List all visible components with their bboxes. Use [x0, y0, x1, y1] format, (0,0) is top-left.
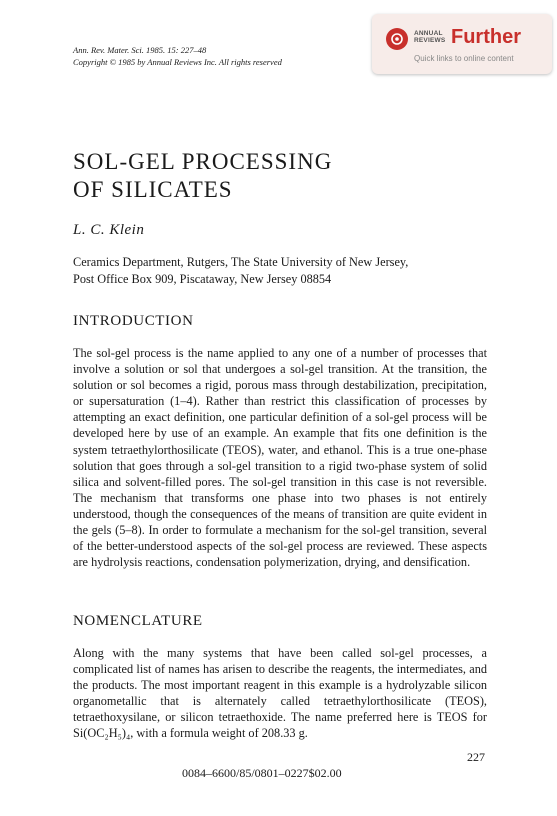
citation-line-2: Copyright © 1985 by Annual Reviews Inc. All rights reserved: [73, 56, 282, 67]
nomenclature-paragraph: Along with the many systems that have been called sol-gel processes, a complicated list of names has arisen to describe the reagents, the intermediates, and the products. The most important reagent in this example is a hydrolyzable silicon organometallic that is alternately called tetraethylorthosilicate (TEOS), tetraethoxysilane, or silicon tetraethoxide. The name preferred here is TEOS for Si(OC₂H₅)₄, with a formula weight of 208.33 g.: [73, 646, 487, 741]
journal-citation: [73, 45, 282, 68]
annual-reviews-wordmark: ANNUAL REVIEWS: [414, 30, 446, 44]
heading-introduction: INTRODUCTION: [73, 313, 194, 329]
page-number: 227: [467, 750, 485, 764]
article-code: 0084–6600/85/0801–0227$02.00: [182, 766, 342, 780]
citation-line-1: Ann. Rev. Mater. Sci. 1985. 15: 227–48: [73, 45, 207, 55]
author-name: L. C. Klein: [73, 222, 145, 238]
quick-links-text: Quick links to online content: [414, 54, 514, 63]
author-affiliation: Ceramics Department, Rutgers, The State University of New Jersey, Post Office Box 909, Piscataway, New Jersey 08854: [73, 255, 409, 286]
further-banner[interactable]: [372, 14, 552, 74]
introduction-paragraph: The sol-gel process is the name applied to any one of a number of processes that involve a solution or sol that undergoes a sol-gel transition. At the transition, the solution or sol becomes a rigid, porous mass through destabilization, precipitation, or supersaturation (1–4). Rather than restrict this classification of processes by attempting an exact definition, one particular definition of a sol-gel process will be developed here by use of an example. An example that fits one definition is the system tetraethylorthosilicate (TEOS), water, and ethanol. This is a true one-phase solution that goes through a sol-gel transition to a rigid two-phase system of solid silica and solvent-filled pores. The sol-gel transition in this case is not reversible. The mechanism that transforms one phase into two phases is not entirely understood, though the consequences of the means of transition are quite evident in the gels (5–8). In order to formulate a mechanism for the sol-gel transition, several of the better-understood aspects of the sol-gel process are reviewed. These aspects are hydrolysis reactions, condensation polymerization, drying, and densification.: [73, 346, 487, 570]
annual-reviews-logo-icon: [386, 28, 408, 50]
heading-nomenclature: NOMENCLATURE: [73, 613, 203, 629]
article-title: SOL-GEL PROCESSING OF SILICATES: [73, 149, 333, 202]
further-label: Further: [451, 26, 521, 48]
